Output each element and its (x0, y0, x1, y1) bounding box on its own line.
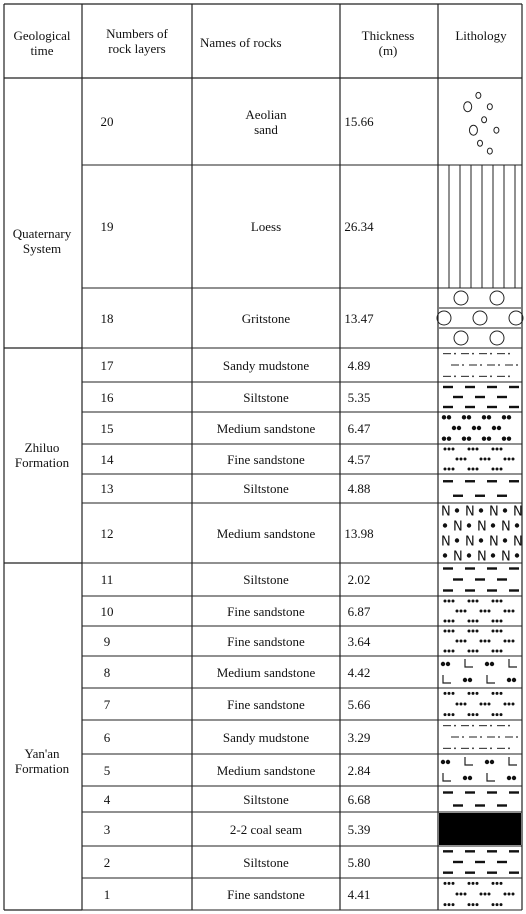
layer-number: 7 (103, 696, 111, 712)
svg-text:N: N (465, 504, 475, 520)
rock-name: Sandy mudstone (222, 729, 310, 745)
thickness-value: 3.29 (347, 729, 371, 745)
rock-name: Fine sandstone (227, 603, 305, 619)
svg-text:N: N (477, 519, 487, 535)
svg-text:N: N (465, 534, 475, 550)
layer-number: 10 (100, 603, 114, 619)
lithology-pattern-medium-sandstone (442, 415, 511, 441)
layer-number: 18 (100, 310, 114, 326)
thickness-value: 4.42 (347, 664, 371, 680)
lithology-pattern-gritstone (437, 291, 523, 348)
period-zhiluo-formation: Zhiluo Formation (14, 440, 70, 470)
thickness-value: 5.39 (347, 821, 371, 837)
layer-number: 9 (103, 633, 111, 649)
layer-number: 2 (103, 854, 111, 870)
thickness-value: 26.34 (344, 219, 374, 234)
layer-number: 15 (100, 420, 114, 436)
thickness-value: 13.98 (344, 525, 374, 541)
lithology-pattern-siltstone (443, 850, 519, 874)
svg-text:N: N (489, 504, 499, 520)
lithology-pattern-sandy-mudstone (443, 353, 518, 377)
thickness-value: 4.88 (347, 481, 371, 496)
thickness-value: 4.89 (347, 357, 371, 373)
svg-text:N: N (501, 549, 511, 565)
lithology-pattern-siltstone (443, 386, 519, 408)
rock-name: Siltstone (243, 389, 289, 405)
lithology-pattern-loess (449, 165, 515, 288)
lithology-pattern-medium-sandstone-n (441, 505, 523, 565)
svg-text:N: N (501, 519, 511, 535)
thickness-value: 6.47 (347, 420, 371, 436)
layer-number: 17 (100, 357, 114, 373)
thickness-value: 5.66 (347, 696, 371, 712)
lithology-pattern-fine-sandstone (444, 692, 515, 716)
thickness-value: 15.66 (344, 114, 374, 129)
rock-name: 2-2 coal seam (229, 821, 303, 837)
rock-name: Fine sandstone (227, 696, 305, 712)
svg-text:N: N (477, 549, 487, 565)
thickness-value: 13.47 (344, 310, 374, 326)
svg-text:N: N (489, 534, 499, 550)
rock-name: Gritstone (241, 310, 291, 326)
thickness-value: 4.41 (347, 886, 371, 902)
svg-text:N: N (513, 534, 523, 550)
lithology-pattern-siltstone (443, 480, 519, 497)
period-quaternary-system: Quaternary System (12, 226, 72, 256)
layer-number: 13 (100, 481, 114, 496)
svg-text:N: N (453, 519, 463, 535)
lithology-pattern-fine-sandstone (444, 882, 515, 906)
rock-name: Siltstone (243, 481, 289, 496)
rock-name: Loess (250, 219, 282, 234)
rock-name: Siltstone (243, 791, 289, 807)
rock-name: Fine sandstone (227, 633, 305, 649)
layer-number: 6 (103, 729, 111, 745)
svg-text:N: N (513, 504, 523, 520)
lithology-pattern-aeolian-sand (464, 92, 499, 154)
header-rock-layer-numbers: Numbers of rock layers (106, 26, 168, 56)
period-yanan-formation: Yan'an Formation (14, 746, 70, 776)
header-rock-names: Names of rocks (200, 35, 282, 50)
lithology-pattern-coal (439, 813, 521, 845)
rock-name: Fine sandstone (227, 886, 305, 902)
thickness-value: 6.68 (347, 791, 371, 807)
layer-number: 19 (100, 219, 114, 234)
svg-text:N: N (441, 504, 451, 520)
thickness-value: 2.84 (347, 762, 371, 778)
thickness-value: 2.02 (347, 572, 371, 587)
lithology-pattern-medium-sandstone-l (441, 659, 517, 683)
header-lithology: Lithology (455, 28, 507, 43)
thickness-value: 5.80 (347, 854, 371, 870)
header-geological-time: Geological time (13, 28, 71, 58)
rock-name: Medium sandstone (216, 525, 316, 541)
lithology-pattern-sandy-mudstone (443, 725, 518, 749)
thickness-value: 3.64 (347, 633, 371, 649)
svg-text:N: N (441, 534, 451, 550)
lithology-pattern-medium-sandstone-l (441, 757, 517, 781)
rock-name: Fine sandstone (227, 451, 305, 467)
lithology-pattern-fine-sandstone (444, 448, 515, 471)
thickness-value: 6.87 (347, 603, 371, 619)
lithology-pattern-fine-sandstone (444, 630, 515, 653)
rock-name: Aeolian sand (245, 106, 287, 137)
layer-number: 5 (103, 762, 111, 778)
rock-name: Medium sandstone (216, 762, 316, 778)
layer-number: 11 (100, 572, 114, 587)
rock-name: Siltstone (243, 854, 289, 870)
layer-number: 8 (103, 664, 111, 680)
layer-number: 3 (103, 821, 111, 837)
layer-number: 16 (100, 389, 114, 405)
rock-name: Siltstone (243, 572, 289, 587)
lithology-pattern-fine-sandstone (444, 600, 515, 623)
layer-number: 12 (100, 525, 114, 541)
layer-number: 4 (103, 791, 111, 807)
svg-text:N: N (453, 549, 463, 565)
rock-name: Sandy mudstone (222, 357, 310, 373)
layer-number: 20 (100, 114, 114, 129)
rock-name: Medium sandstone (216, 664, 316, 680)
lithology-pattern-siltstone (443, 567, 519, 591)
layer-number: 1 (103, 886, 111, 902)
thickness-value: 5.35 (347, 389, 371, 405)
header-thickness: Thickness (m) (361, 28, 415, 58)
lithology-pattern-siltstone (443, 791, 519, 806)
rock-name: Medium sandstone (216, 420, 316, 436)
layer-number: 14 (100, 451, 114, 467)
thickness-value: 4.57 (347, 451, 371, 467)
